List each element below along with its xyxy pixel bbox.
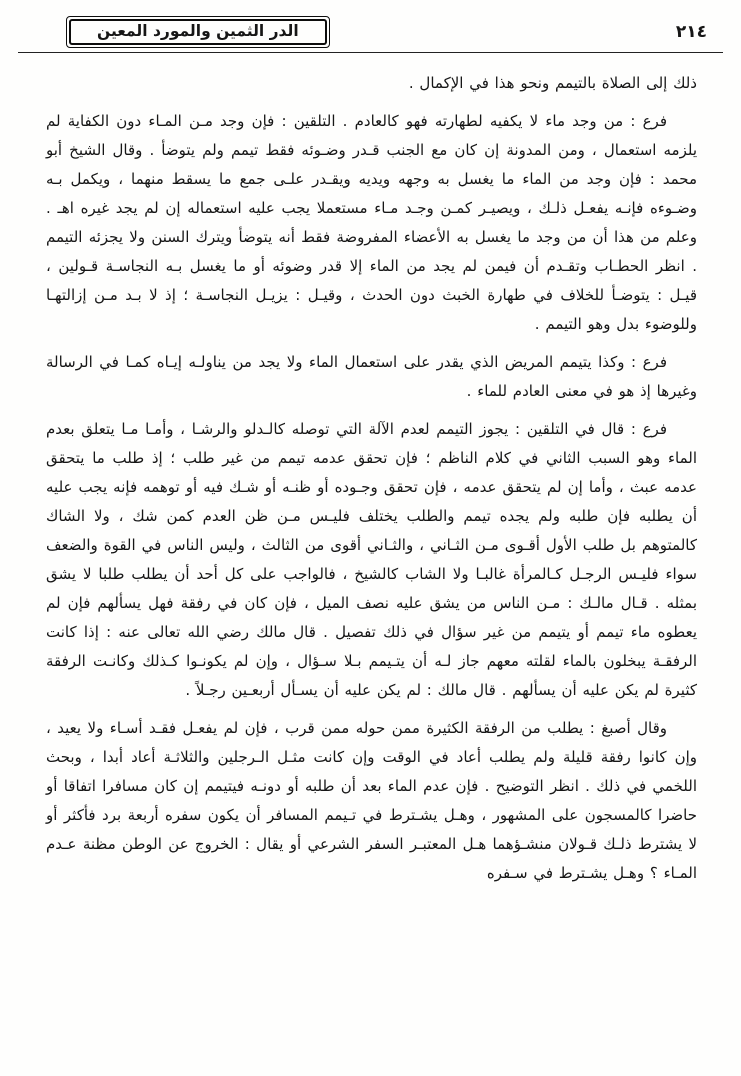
page-text [16, 55, 725, 888]
page-header [16, 16, 725, 48]
book-title-frame [66, 16, 330, 48]
paragraph-far-1: فرع : من وجد ماء لا يكفيه لطهارته فهو كالعادم . التلقين : فإن وجد مـن المـاء دون الكفاية لم يلزمه استعمال ، ومن المدونة إن كان مع الجنب قـدر وضـوئه فقط تيمم ولم يتوضأ . وقال الشيخ أبو محمد : فإن وجد من الماء ما يغسل به وجهه ويديه ويقـدر علـى جمع ما يسقط منهما ، ويكمل بـه وضـوءه فإنـه يفعـل ذلـك ، ويصيـر كمـن وجـد مـاء مستعملا يجب عليه استعماله إن لم يجد غيره اهـ . وعلم من هذا أن من وجد ما يغسل به الأعضاء المفروضة فقط أنه يتوضأ ويترك السنن ولا يجزئه التيمم . انظر الحطـاب وتقـدم أن فيمن لم يجد من الماء إلا قدر وضوئه أو ما يغسل بـه النجاسـة قـولين ، قيـل : يتوضـأ للخلاف في طهارة الخبث دون الحدث ، وقيـل : يزيـل النجاسـة ؛ إذ لا بـد مـن إزالتهـا وللوضوء بدل وهو التيمم . [46, 112, 697, 333]
paragraph-asbagh: وقال أصبغ : يطلب من الرفقة الكثيرة ممن حوله ممن قرب ، فإن لم يفعـل فقـد أسـاء ولا يعيد ، وإن كانوا رفقة قليلة ولم يطلب أعاد في الوقت وإن كانت مثـل الـرجلين والثلاثـة أعاد أبدا ، وبحث اللخمي في ذلك . انظر التوضيح . فإن عدم الماء بعد أن طلبه أو دونـه فيتيمم إن كان مسافرا اتفاقا أو حاضرا كالمسجون على المشهور ، وهـل يشـترط في تـيمم المسافر أن يكون سفره أربعة برد فأكثر أو لا يشترط ذلـك قـولان منشـؤهما هـل المعتبـر السفر الشرعي أو يقال : الخروج عن الوطن مظنة عـدم المـاء ؟ وهـل يشـترط في سـفره [46, 719, 697, 882]
page-number: ٢١٤ [675, 22, 707, 42]
paragraph-far-3: فرع : قال في التلقين : يجوز التيمم لعدم الآلة التي توصله كالـدلو والرشـا ، وأمـا مـا يتعلق بعدم الماء وهو السبب الثاني في كلام الناظم ؛ فإن تحقق عدمه تيمم من غير طلب ؛ إذ طلب ما يتحقق عدمه عبث ، وأما إن لم يتحقق عدمه ، فإن تحقق وجـوده أو ظنـه أو شـك فيه أو توهمه فإنه يجب عليه أن يطلبه فإن طلبه ولم يجده تيمم والطلب يختلف فليـس مـن ظن العدم كمن شك ، ولا الشاك كالمتوهم بل طلب الأول أقـوى مـن الثـاني ، والثـاني أقوى من الثالث ، وليس الناس في القوة والضعف سواء فليـس الرجـل كـالمرأة غالبـا ولا الشاب كالشيخ ، فالواجب على كل أحد أن يطلب طلبا لا يشق بمثله . قـال مالـك : مـن الناس من يشق عليه نصف الميل ، فإن كان في رفقة فهل يسألهم فإن لم يعطوه ماء تيمم أو يتيمم من غير سؤال في ذلك تفصيل . قال مالك رضي الله تعالى عنه : إذا كانت الرفقـة يبخلون بالماء لقلته معهم جاز لـه أن يتـيمم بـلا سـؤال ، وإن لم يكونـوا كـذلك وكانـت الرفقة كثيرة لم يكن عليه أن يسألهم . قال مالك : لم يكن عليه أن يسـأل أربعـين رجـلاً . [46, 420, 697, 699]
paragraph-far-2: فرع : وكذا يتيمم المريض الذي يقدر على استعمال الماء ولا يجد من يناولـه إيـاه كمـا في الرسالة وغيرها إذ هو في معنى العادم للماء . [46, 353, 697, 400]
paragraph-continuation: ذلك إلى الصلاة بالتيمم ونحو هذا في الإكمال . [408, 74, 697, 92]
book-title: الدر الثمين والمورد المعين [69, 19, 327, 45]
